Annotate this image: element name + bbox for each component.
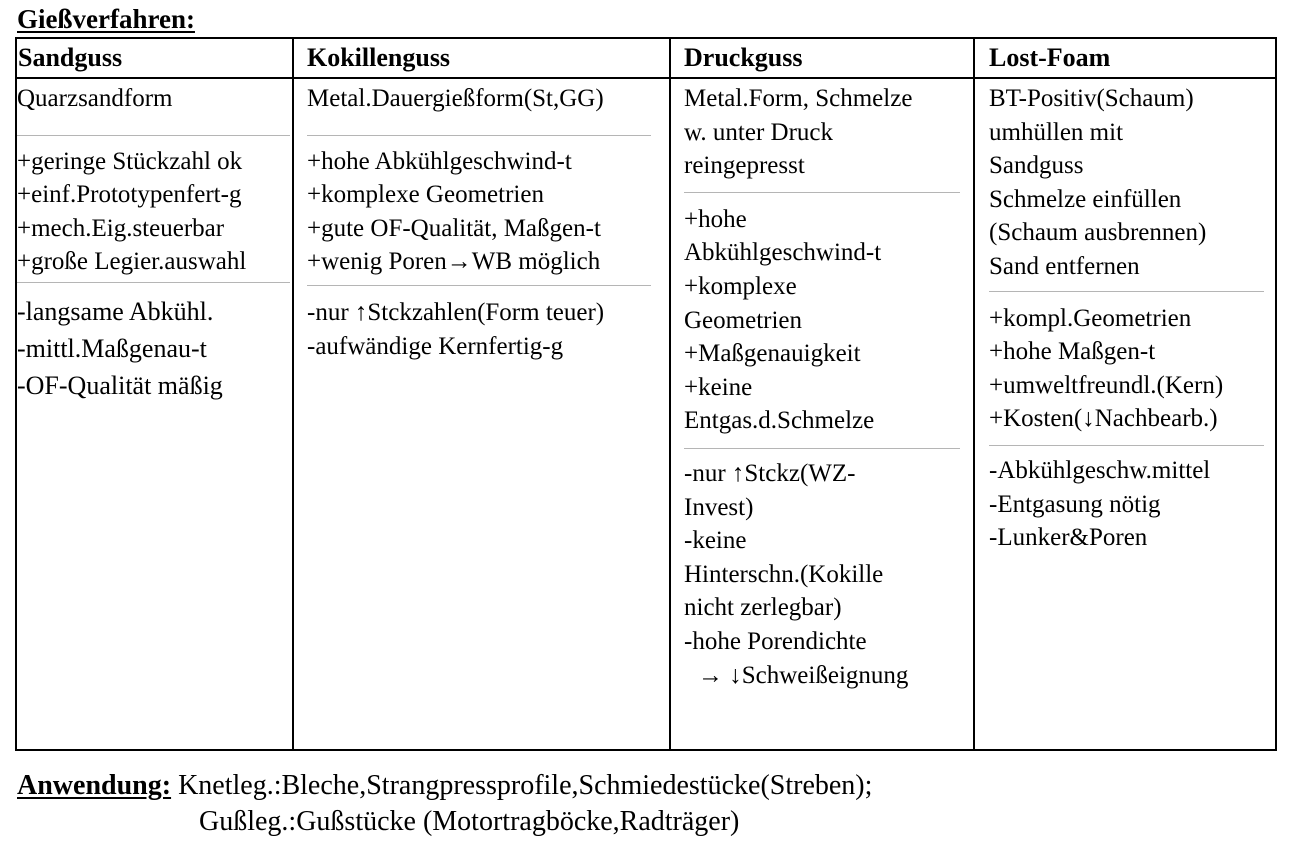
- pros-section: [307, 136, 669, 279]
- pro-item: Geometrien: [684, 306, 803, 334]
- pro-item: Abkühlgeschwind-t: [684, 239, 882, 267]
- con-item: → ↓Schweißeignung: [698, 661, 909, 689]
- pro-item: +hohe Abkühlgeschwind-t: [307, 147, 572, 175]
- column-body: [975, 79, 1275, 555]
- pro-item: +komplexe Geometrien: [307, 181, 544, 209]
- description-line: w. unter Druck: [684, 118, 834, 146]
- con-item: -Entgasung nötig: [989, 490, 1161, 518]
- description-line: (Schaum ausbrennen): [989, 219, 1207, 247]
- cons-section: [17, 283, 292, 404]
- description-line: Sandguss: [989, 152, 1084, 180]
- con-item: -hohe Porendichte: [684, 627, 867, 655]
- description-section: [989, 79, 1275, 284]
- column-druckguss: [669, 39, 973, 749]
- description-section: [17, 79, 292, 116]
- pros-section: [989, 292, 1275, 436]
- pro-item: +umweltfreundl.(Kern): [989, 371, 1224, 399]
- pro-item: +komplexe: [684, 272, 797, 300]
- con-item: -nur ↑Stckzahlen(Form teuer): [307, 298, 605, 326]
- pro-item: +einf.Prototypenfert-g: [17, 181, 242, 209]
- con-item: nicht zerlegbar): [684, 594, 842, 622]
- description-line: reingepresst: [684, 152, 805, 180]
- pro-item: +Maßgenauigkeit: [684, 340, 861, 368]
- con-item: Hinterschn.(Kokille: [684, 560, 884, 588]
- column-header: Kokillenguss: [294, 39, 669, 79]
- column-header: Lost-Foam: [975, 39, 1275, 79]
- con-item: Invest): [684, 493, 754, 521]
- pro-item: +hohe: [684, 205, 747, 233]
- con-item: -aufwändige Kernfertig-g: [307, 332, 564, 360]
- column-header: Druckguss: [671, 39, 973, 79]
- column-body: [671, 79, 973, 692]
- description-line: Metal.Form, Schmelze: [684, 85, 913, 112]
- con-item: -keine: [684, 527, 747, 555]
- con-item: -Abkühlgeschw.mittel: [989, 456, 1211, 484]
- application-line-2: Gußleg.:Gußstücke (Motortragböcke,Radträger): [199, 806, 740, 837]
- pro-item: +gute OF-Qualität, Maßgen-t: [307, 214, 601, 242]
- con-item: -langsame Abkühl.: [17, 296, 214, 326]
- pro-item: Entgas.d.Schmelze: [684, 407, 875, 435]
- con-item: -OF-Qualität mäßig: [17, 370, 223, 400]
- pro-item: +mech.Eig.steuerbar: [17, 214, 225, 242]
- description-section: [307, 79, 669, 116]
- cons-section: [684, 449, 973, 692]
- pro-item: +wenig Poren→WB möglich: [307, 248, 601, 276]
- column-lost-foam: [973, 39, 1275, 749]
- column-body: [17, 79, 292, 404]
- con-item: -Lunker&Poren: [989, 524, 1148, 552]
- column-header: Sandguss: [17, 39, 292, 79]
- column-kokillenguss: [292, 39, 669, 749]
- description-line: Sand entfernen: [989, 252, 1140, 280]
- description-line: Metal.Dauergießform(St,GG): [307, 85, 604, 112]
- pros-section: [17, 136, 292, 279]
- description-line: Schmelze einfüllen: [989, 185, 1182, 213]
- con-item: -mittl.Maßgenau-t: [17, 333, 207, 363]
- cons-section: [989, 446, 1275, 555]
- page-title: Gießverfahren:: [17, 4, 195, 34]
- column-sandguss: [17, 39, 292, 749]
- application-note: [17, 768, 872, 840]
- application-line-1: Knetleg.:Bleche,Strangpressprofile,Schmiedestücke(Streben);: [171, 770, 873, 801]
- cons-section: [307, 286, 669, 363]
- pros-section: [684, 193, 973, 438]
- description-section: [684, 79, 973, 183]
- con-item: -nur ↑Stckz(WZ-: [684, 459, 856, 487]
- pro-item: +geringe Stückzahl ok: [17, 147, 243, 175]
- pro-item: +hohe Maßgen-t: [989, 338, 1156, 366]
- pro-item: +Kosten(↓Nachbearb.): [989, 405, 1218, 433]
- pro-item: +kompl.Geometrien: [989, 304, 1192, 332]
- pro-item: +große Legier.auswahl: [17, 248, 247, 276]
- pro-item: +keine: [684, 373, 753, 401]
- column-body: [294, 79, 669, 363]
- description-line: BT-Positiv(Schaum): [989, 85, 1194, 112]
- description-line: Quarzsandform: [17, 85, 173, 112]
- application-label: Anwendung:: [17, 770, 172, 801]
- casting-methods-table: [15, 37, 1277, 751]
- description-line: umhüllen mit: [989, 118, 1124, 146]
